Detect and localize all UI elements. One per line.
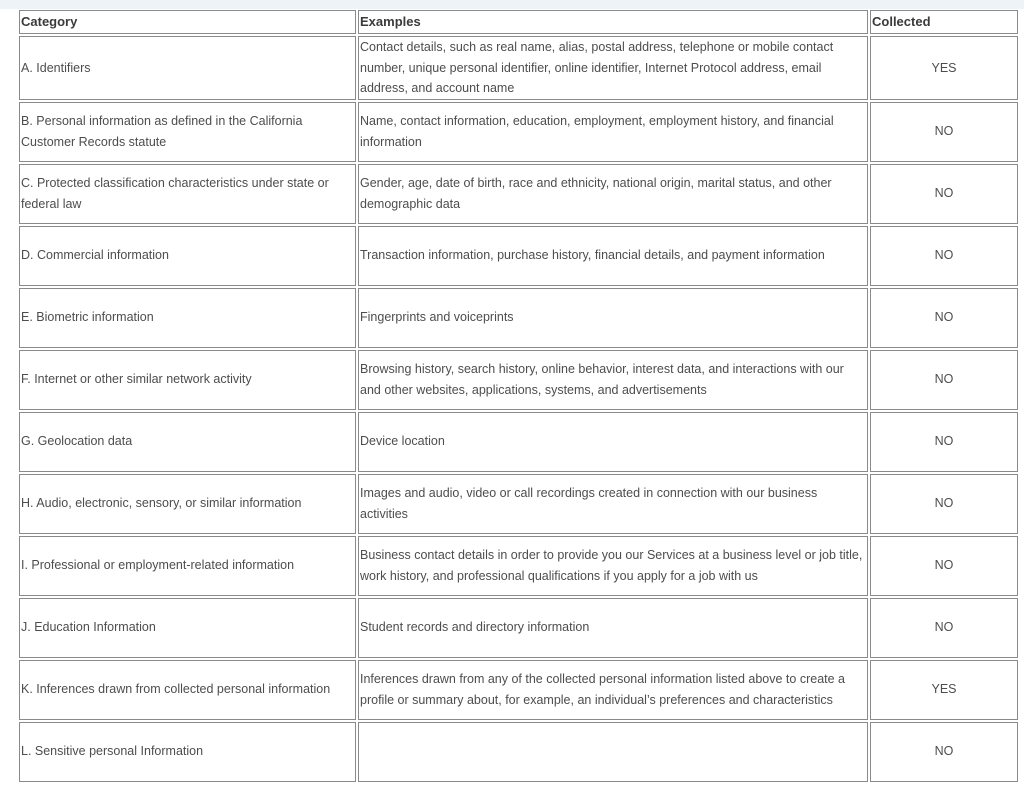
collected-cell: NO (870, 288, 1018, 348)
category-cell: I. Professional or employment-related information (19, 536, 356, 596)
category-cell: C. Protected classification characteristics under state or federal law (19, 164, 356, 224)
category-cell: H. Audio, electronic, sensory, or similar information (19, 474, 356, 534)
collected-cell: NO (870, 598, 1018, 658)
table-header-row (19, 10, 1018, 34)
table-row (19, 660, 1018, 720)
category-cell: E. Biometric information (19, 288, 356, 348)
collected-cell: NO (870, 536, 1018, 596)
header-examples: Examples (358, 10, 868, 34)
table-row (19, 226, 1018, 286)
table-row (19, 102, 1018, 162)
examples-cell: Gender, age, date of birth, race and ethnicity, national origin, marital status, and other demographic data (358, 164, 868, 224)
category-cell: A. Identifiers (19, 36, 356, 100)
examples-cell: Transaction information, purchase history, financial details, and payment information (358, 226, 868, 286)
category-cell: L. Sensitive personal Information (19, 722, 356, 782)
collected-cell: NO (870, 102, 1018, 162)
examples-cell: Inferences drawn from any of the collected personal information listed above to create a profile or summary about, for example, an individual’s preferences and characteristics (358, 660, 868, 720)
table-row (19, 412, 1018, 472)
examples-cell: Device location (358, 412, 868, 472)
collected-cell: YES (870, 660, 1018, 720)
table-row (19, 350, 1018, 410)
header-collected: Collected (870, 10, 1018, 34)
category-cell: D. Commercial information (19, 226, 356, 286)
category-cell: F. Internet or other similar network activity (19, 350, 356, 410)
collected-cell: NO (870, 474, 1018, 534)
examples-cell (358, 722, 868, 782)
table-row (19, 722, 1018, 782)
table-row (19, 36, 1018, 100)
header-category: Category (19, 10, 356, 34)
collected-cell: NO (870, 350, 1018, 410)
category-cell: J. Education Information (19, 598, 356, 658)
collected-cell: NO (870, 722, 1018, 782)
table-row (19, 288, 1018, 348)
collected-cell: NO (870, 226, 1018, 286)
examples-cell: Browsing history, search history, online behavior, interest data, and interactions with our and other websites, applications, systems, and advertisements (358, 350, 868, 410)
collected-cell: NO (870, 164, 1018, 224)
collected-cell: YES (870, 36, 1018, 100)
table-row (19, 598, 1018, 658)
examples-cell: Student records and directory information (358, 598, 868, 658)
table-row (19, 474, 1018, 534)
table-row (19, 164, 1018, 224)
table-row (19, 536, 1018, 596)
category-cell: G. Geolocation data (19, 412, 356, 472)
examples-cell: Images and audio, video or call recordings created in connection with our business activities (358, 474, 868, 534)
examples-cell: Fingerprints and voiceprints (358, 288, 868, 348)
personal-information-table (17, 8, 1020, 784)
category-cell: B. Personal information as defined in the California Customer Records statute (19, 102, 356, 162)
examples-cell: Business contact details in order to provide you our Services at a business level or job title, work history, and professional qualifications if you apply for a job with us (358, 536, 868, 596)
examples-cell: Name, contact information, education, employment, employment history, and financial information (358, 102, 868, 162)
category-cell: K. Inferences drawn from collected personal information (19, 660, 356, 720)
collected-cell: NO (870, 412, 1018, 472)
examples-cell: Contact details, such as real name, alias, postal address, telephone or mobile contact number, unique personal identifier, online identifier, Internet Protocol address, email address, and account name (358, 36, 868, 100)
